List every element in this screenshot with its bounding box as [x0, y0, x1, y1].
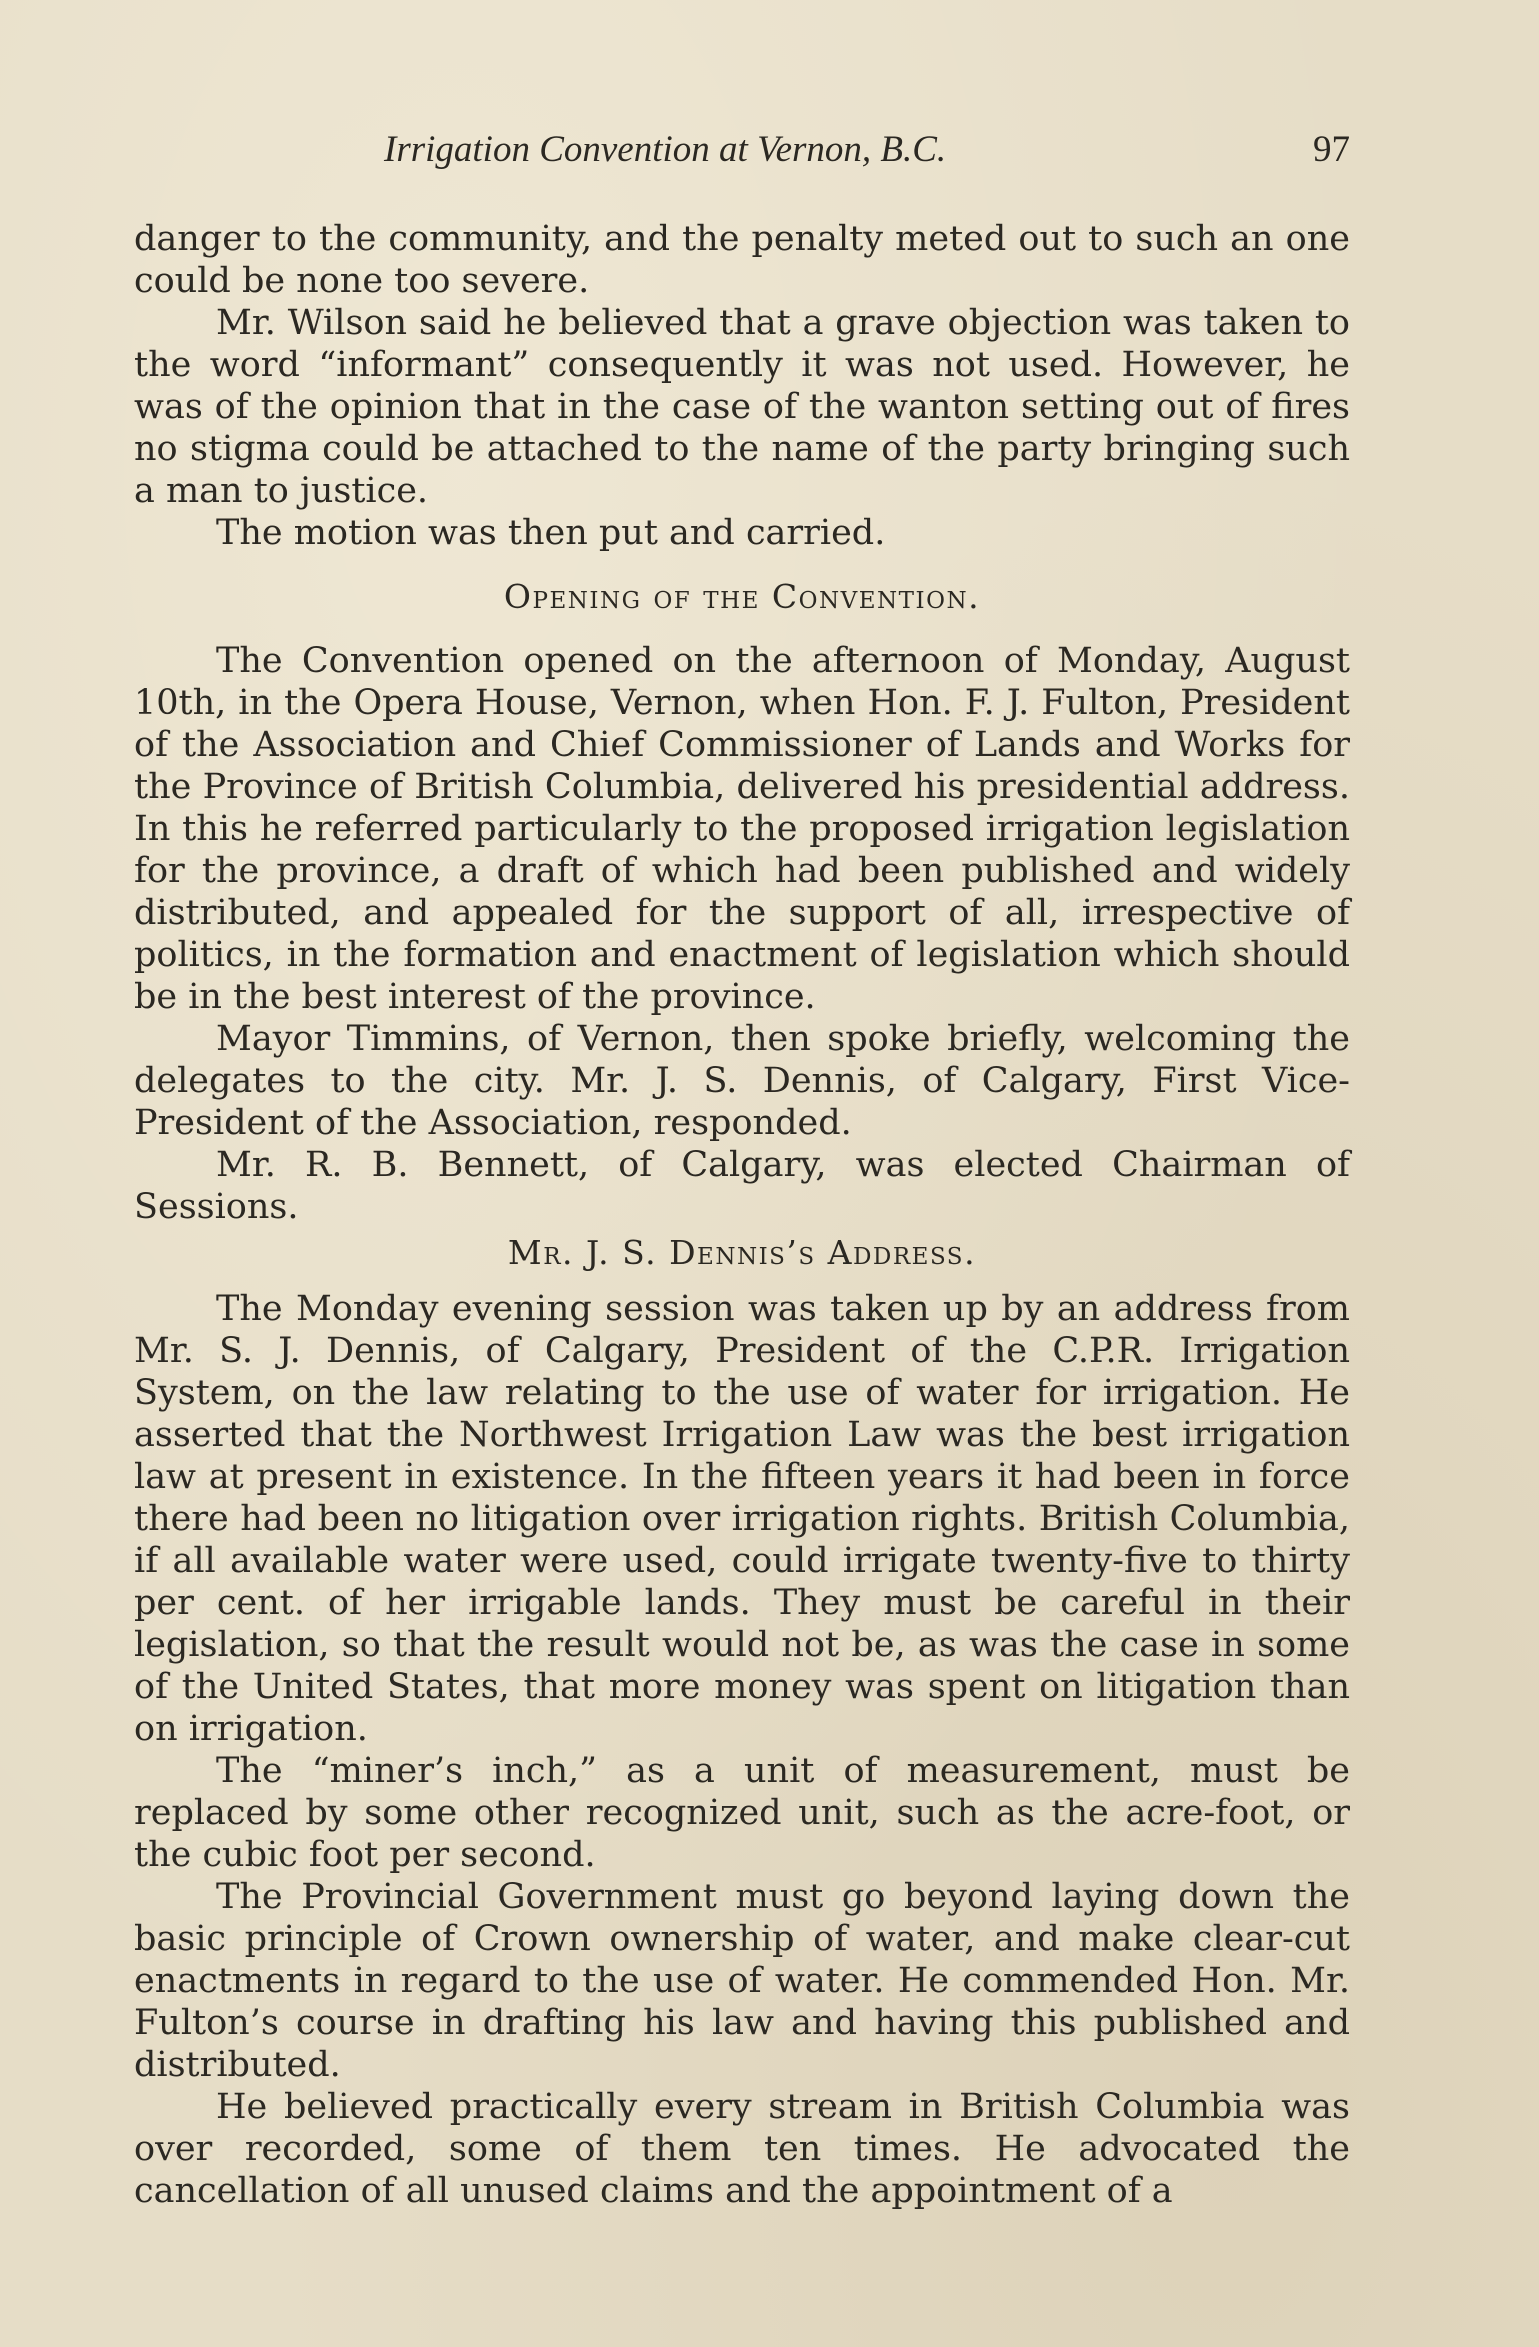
body-text [134, 218, 1350, 2212]
paragraph: He believed practically every stream in British Columbia was over recorded, some of them ten times. He advocated the cancellation of all unused claims and the appointment of a [134, 2087, 1350, 2211]
paragraph: The Provincial Government must go beyond laying down the basic principle of Crown ownership of water, and make clear-cut enactments in regard to the use of water. He commended Hon. Mr. Fulton’s course in drafting his law and having this published and distributed. [134, 1877, 1350, 2085]
page-number: 97 [1313, 129, 1350, 170]
paragraph: Mr. Wilson said he believed that a grave objection was taken to the word “informant” consequently it was not used. However, he was of the opinion that in the case of the wanton setting out of fires no stigma could be attached to the name of the party bringing such a man to justice. [134, 303, 1350, 511]
section-heading: Opening of the Convention. [503, 577, 981, 616]
paragraph: The Monday evening session was taken up by an address from Mr. S. J. Dennis, of Calgary, President of the C.P.R. Irrigation System, on the law relating to the use of water for irrigation. He asserted that the Northwest Irrigation Law was the best irrigation law at present in existence. In the fifteen years it had been in force there had been no litigation over irrigation rights. British Columbia, if all available water were used, could irrigate twenty-five to thirty per cent. of her irrigable lands. They must be careful in their legislation, so that the result would not be, as was the case in some of the United States, that more money was spent on litigation than on irrigation. [134, 1289, 1350, 1749]
running-head [134, 118, 1350, 178]
paragraph: Mayor Timmins, of Vernon, then spoke briefly, welcoming the delegates to the city. Mr. J. S. Dennis, of Calgary, First Vice-President of the Association, responded. [134, 1019, 1350, 1143]
paragraph: The “miner’s inch,” as a unit of measurement, must be replaced by some other recognized unit, such as the acre-foot, or the cubic foot per second. [134, 1751, 1350, 1875]
book-page [134, 118, 1350, 2212]
running-title: Irrigation Convention at Vernon, B.C. [384, 129, 947, 170]
paragraph: Mr. R. B. Bennett, of Calgary, was elected Chairman of Sessions. [134, 1145, 1350, 1227]
paragraph: The Convention opened on the afternoon of Monday, August 10th, in the Opera House, Vernon, when Hon. F. J. Fulton, President of the Association and Chief Commissioner of Lands and Works for the Province of British Columbia, delivered his presidential address. In this he referred particularly to the proposed irrigation legislation for the province, a draft of which had been published and widely distributed, and appealed for the support of all, irrespective of politics, in the formation and enactment of legislation which should be in the best interest of the province. [134, 641, 1350, 1017]
section-heading: Mr. J. S. Dennis’s Address. [507, 1233, 977, 1272]
paragraph: The motion was then put and carried. [216, 513, 886, 553]
paragraph: danger to the community, and the penalty meted out to such an one could be none too severe. [134, 219, 1350, 301]
